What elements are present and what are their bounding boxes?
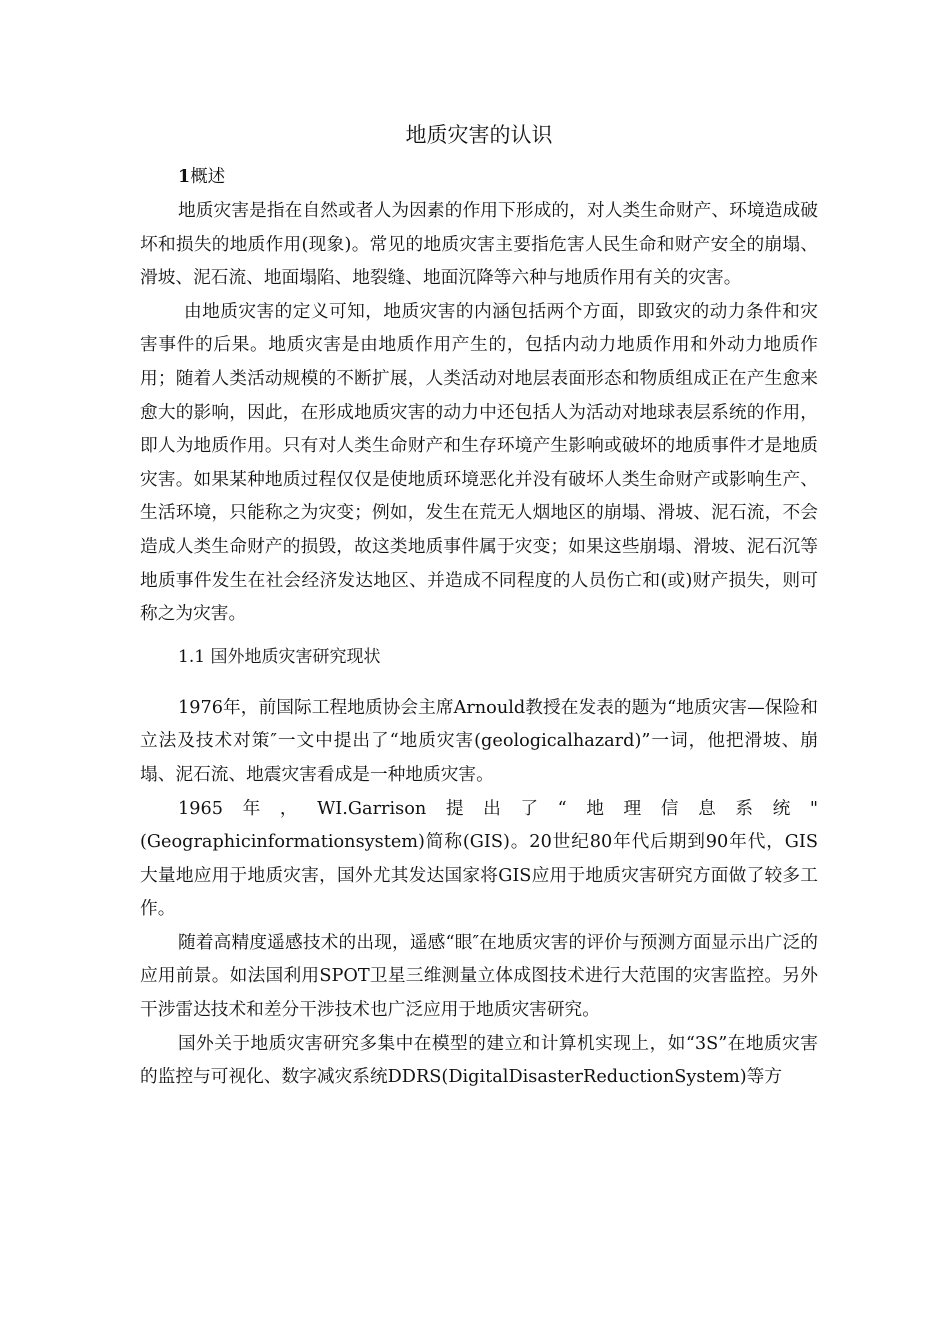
document-title: 地质灾害的认识: [405, 123, 553, 147]
paragraph-definition: 地质灾害是指在自然或者人为因素的作用下形成的，对人类生命财产、环境造成破坏和损失的地质作用(现象)。常见的地质灾害主要指危害人民生命和财产安全的崩塌、滑坡、泥石流、地面塌陷、地裂缝、地面沉降等六种与地质作用有关的灾害。: [140, 201, 818, 289]
section-1-1-heading: 1.1 国外地质灾害研究现状: [178, 646, 381, 667]
paragraph-1976: 1976年，前国际工程地质协会主席Arnould教授在发表的题为“地质灾害—保险和立法及技术对策″一文中提出了“地质灾害(geologicalhazard)”一词，他把滑坡、崩塌、泥石流、地震灾害看成是一种地质灾害。: [140, 697, 818, 785]
paragraph-models: 国外关于地质灾害研究多集中在模型的建立和计算机实现上，如“3S”在地质灾害的监控与可视化、数字减灾系统DDRS(DigitalDisasterReductionSystem)等方: [140, 1033, 818, 1088]
paragraph-remote-sensing: 随着高精度遥感技术的出现，遥感“眼″在地质灾害的评价与预测方面显示出广泛的应用前景。如法国利用SPOT卫星三维测量立体成图技术进行大范围的灾害监控。另外干涉雷达技术和差分干涉技术也广泛应用于地质灾害研究。: [140, 932, 818, 1021]
section-1-title: 概述: [190, 167, 226, 187]
paragraph-connotation: 由地质灾害的定义可知，地质灾害的内涵包括两个方面，即致灾的动力条件和灾害事件的后果。地质灾害是由地质作用产生的，包括内动力地质作用和外动力地质作用；随着人类活动规模的不断扩展，人类活动对地层表面形态和物质组成正在产生愈来愈大的影响，因此，在形成地质灾害的动力中还包括人为活动对地球表层系统的作用，即人为地质作用。只有对人类生命财产和生存环境产生影响或破坏的地质事件才是地质灾害。如果某种地质过程仅仅是使地质环境恶化并没有破坏人类生命财产或影响生产、生活环境，只能称之为灾变；例如，发生在荒无人烟地区的崩塌、滑坡、泥石流，不会造成人类生命财产的损毁，故这类地质事件属于灾变；如果这些崩塌、滑坡、泥石沉等地质事件发生在社会经济发达地区、并造成不同程度的人员伤亡和(或)财产损失，则可称之为灾害。: [140, 301, 818, 625]
section-1-heading: [140, 162, 818, 192]
paragraph-1965-gis: 1965年，WI.Garrison提出了“地理信息系统"(Geographicinformationsystem)简称(GIS)。20世纪80年代后期到90年代，GIS大量地应用于地质灾害，国外尤其发达国家将GIS应用于地质灾害研究方面做了较多工作。: [140, 798, 818, 920]
document-page: [140, 118, 818, 1095]
section-1-number: 1: [178, 167, 191, 187]
